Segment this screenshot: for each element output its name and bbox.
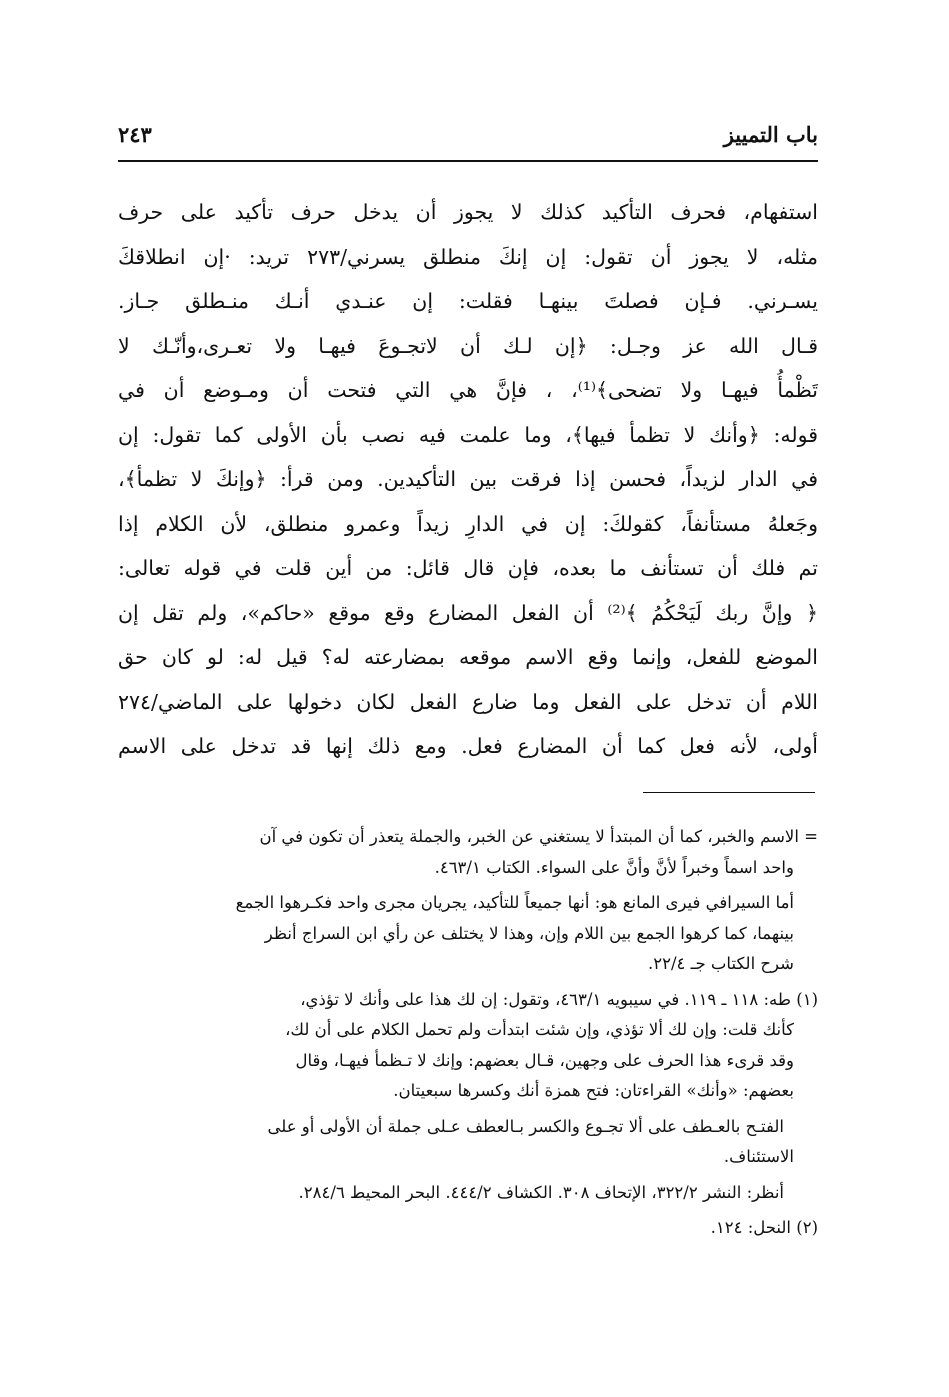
footnote-line: بعضهم: «وأنك» القراءتان: فتح همزة أنك وكسرها سبعيتان.	[393, 1081, 794, 1100]
text-line: الموضع للفعل، وإنما وقع الاسم موقعه بمضارعته له؟ قيل له: لو كان حق	[118, 645, 818, 669]
text-line: قوله: ﴿وأنك لا تظمأ فيها﴾، وما علمت فيه نصب بأن الأولى كما تقول: إن	[118, 422, 818, 447]
footnote-line: بينهما، كما كرهوا الجمع بين اللام وإن، وهذا لا يختلف عن رأي ابن السراج أنظر	[264, 923, 794, 943]
footnote-line: (١) طه: ١١٨ ـ ١١٩. في سيبويه ٤٦٣/١، وتقول: إن لك هذا على وأنك لا تؤذي،	[300, 989, 818, 1009]
text-line: تَظْمأُ فيهـا ولا تضحى﴾⁽¹⁾، ، فإنَّ هي التي فتحت أن ومـوضع أن في	[118, 378, 818, 402]
text-line: يسـرني. فـإن فصلتَ بينهـا فقلت: إن عنـدي أنـك منـطلق جـاز.	[118, 289, 818, 313]
header-rule	[118, 160, 818, 162]
text-line: وجَعلهُ مستأنفاً، كقولكَ: إن في الدارِ زيداً وعمرو منطلق، لأن الكلام إذا	[118, 511, 818, 536]
footnote-line: أما السيرافي فيرى المانع هو: أنها جميعاً للتأكيد، يجريان مجرى واحد فكـرهوا الجمع	[235, 893, 794, 912]
footnote-line: كأنك قلت: وإن لك ألا تؤذي، وإن شئت ابتدأت ولم تحمل الكلام على أن لك،	[285, 1020, 794, 1039]
footnotes	[118, 822, 818, 1244]
footnote-line: (٢) النحل: ١٢٤.	[710, 1218, 818, 1237]
footnote-1	[118, 985, 818, 1107]
text-line: ﴿ وإنَّ ربك لَيَحْكُمُ ﴾⁽²⁾ أن الفعل المضارع وقع موقع «حاكم»، ولم تقل إن	[118, 600, 818, 625]
footnote-line: الفتـح بالعـطف على ألا تجـوع والكسر بـالعطف عـلى جملة أن الأولى أو على	[267, 1116, 784, 1136]
footnote-line: الاستئناف.	[723, 1147, 794, 1166]
text-line: استفهام، فحرف التأكيد كذلك لا يجوز أن يدخل حرف تأكيد على حرف	[118, 200, 818, 224]
text-line: تم فلك أن تستأنف ما بعده، فإن قال قائل: من أين قلت في قوله تعالى:	[118, 556, 818, 580]
footnote-2	[118, 1213, 818, 1244]
running-header	[118, 118, 818, 158]
footnote-line: أنظر: النشر ٣٢٢/٢، الإتحاف ٣٠٨. الكشاف ٤٤٤/٢. البحر المحيط ٢٨٤/٦.	[298, 1182, 784, 1202]
text-line: في الدار لزيداً، فحسن إذا فرقت بين التأكيدين. ومن قرأ: ﴿وإنكَ لا تظمأ﴾،	[118, 467, 818, 491]
page-number: ٢٤٣	[118, 122, 152, 147]
text-line: أولى، لأنه فعل كما أن المضارع فعل. ومع ذلك إنها قد تدخل على الاسم	[118, 734, 818, 758]
footnote-siraafi	[118, 888, 818, 980]
footnote-line: وقد قرىء هذا الحرف على وجهين، قـال بعضهم: وإنك لا تـظمأ فيهـا، وقال	[295, 1050, 794, 1070]
footnote-line: = الاسم والخبر، كما أن المبتدأ لا يستغني عن الخبر، والجملة يتعذر أن تكون في آن	[259, 827, 818, 846]
text-line: اللام أن تدخل على الفعل وما ضارع الفعل لكان دخولها على الماضي/٢٧٤	[118, 689, 818, 714]
footnote-line: واحد اسماً وخبراً لأنَّ وأنَّ على السواء. الكتاب ٤٦٣/١.	[434, 857, 794, 877]
footnote-1-references	[118, 1178, 818, 1209]
footnote-separator	[643, 792, 815, 793]
chapter-title: باب التمييز	[723, 122, 818, 147]
text-line: قـال الله عز وجـل: ﴿إن لـك أن لاتجـوعَ فيهـا ولا تعـرى،وأنّـك لا	[118, 333, 818, 358]
text-line: مثله، لا يجوز أن تقول: إن إنكَ منطلق يسرني/٢٧٣ تريد: ·إن انطلاقكَ	[118, 244, 818, 269]
main-text	[118, 190, 818, 769]
footnote-line: شرح الكتاب جـ ٢٢/٤.	[647, 954, 794, 973]
footnote-1-continued	[118, 1112, 818, 1173]
footnote-continued	[118, 822, 818, 883]
